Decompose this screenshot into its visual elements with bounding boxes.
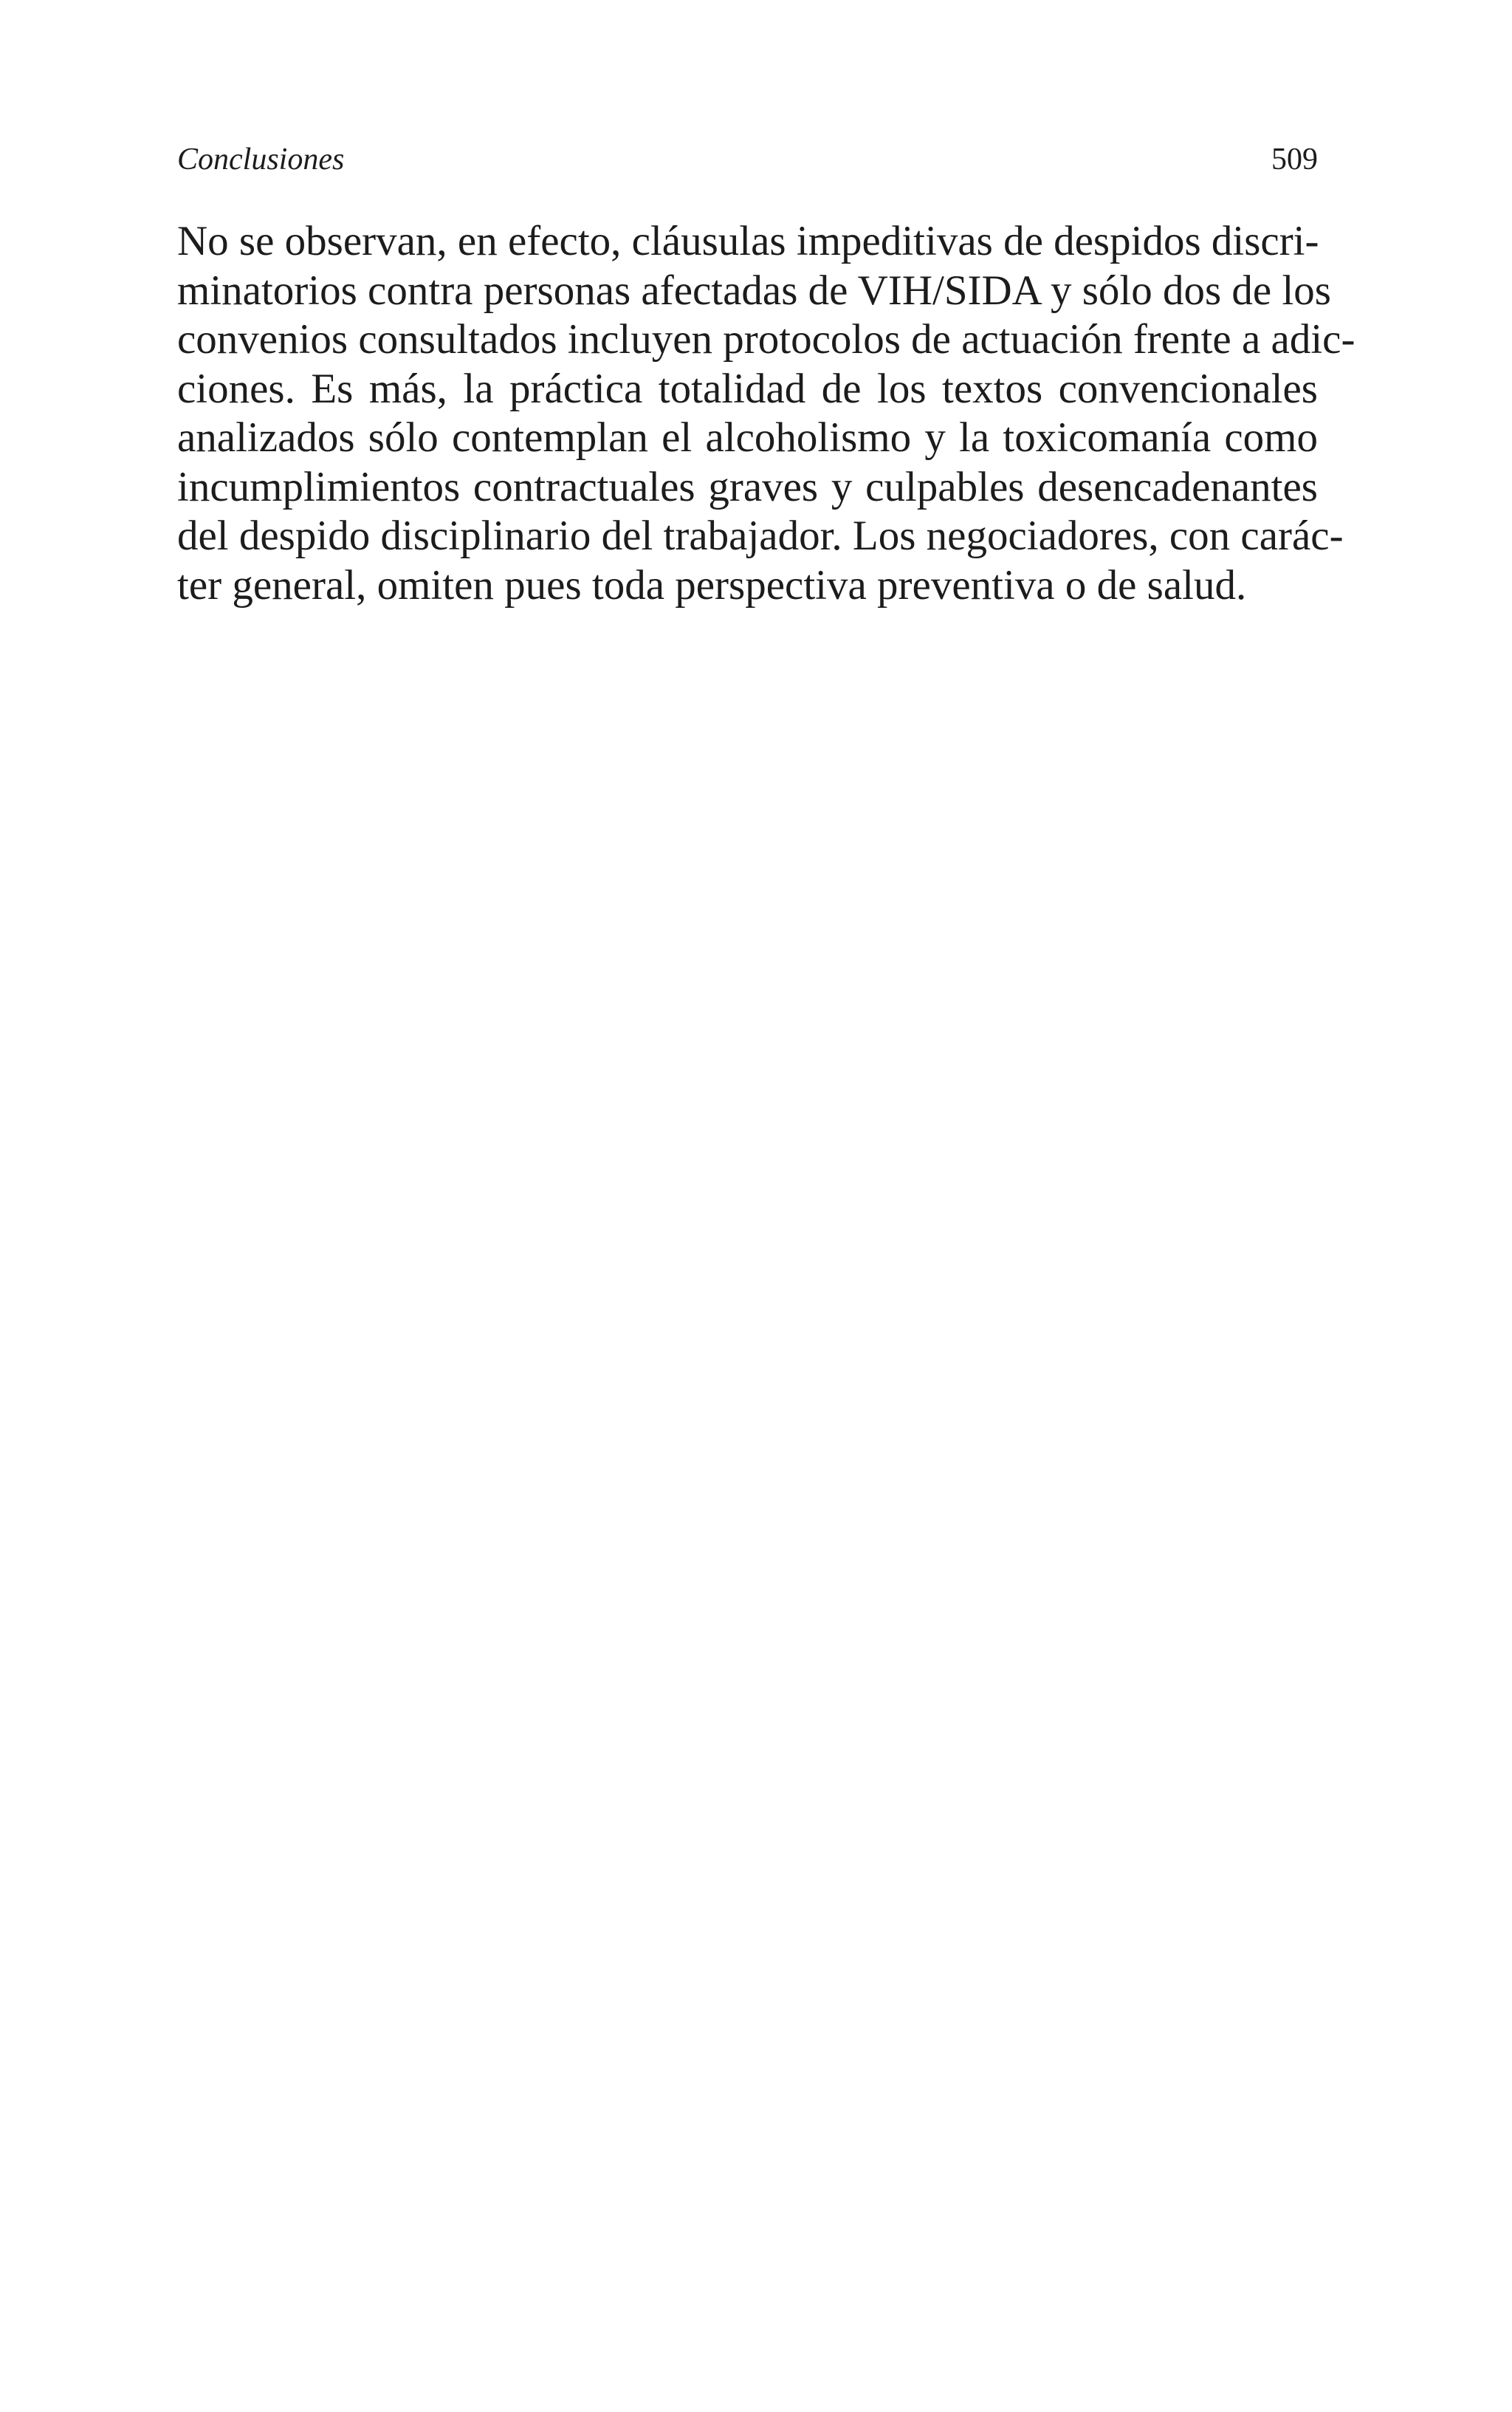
running-head-title: Conclusiones	[177, 143, 345, 177]
page-number: 509	[1271, 143, 1318, 177]
paragraph-line: analizados sólo contemplan el alcoholismo y la toxicomanía como	[177, 414, 1318, 461]
paragraph-line: del despido disciplinario del trabajador. Los negociadores, con carác-	[177, 513, 1344, 559]
paragraph-line: ciones. Es más, la práctica totalidad de los textos convencionales	[177, 365, 1318, 412]
paragraph-line: ter general, omiten pues toda perspectiva preventiva o de salud.	[177, 561, 1247, 609]
paragraph-line: incumplimientos contractuales graves y culpables desencadenantes	[177, 463, 1318, 510]
body-paragraph	[177, 217, 1355, 610]
running-head	[177, 137, 1318, 182]
paragraph-line: convenios consultados incluyen protocolos de actuación frente a adic-	[177, 316, 1355, 363]
paragraph-line: No se observan, en efecto, cláusulas impeditivas de despidos discri-	[177, 218, 1319, 264]
paragraph-line: minatorios contra personas afectadas de VIH/SIDA y sólo dos de los	[177, 267, 1331, 314]
